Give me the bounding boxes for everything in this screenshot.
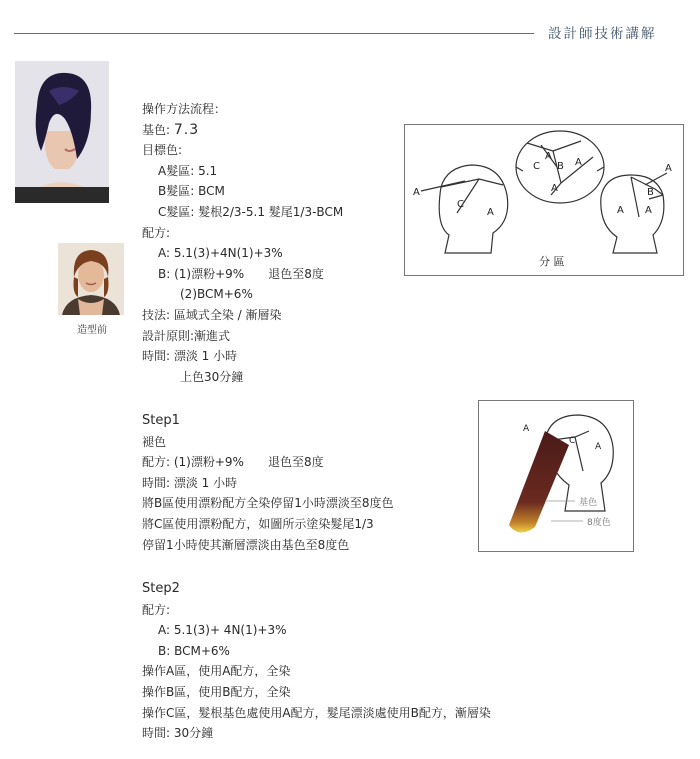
formula-label: 配方:: [142, 225, 171, 240]
target-label: 目標色:: [142, 143, 183, 158]
time-2: 上色30分鐘: [180, 369, 244, 384]
time: 時間: 漂淡 1 小時: [142, 349, 238, 364]
application-diagram: [478, 400, 634, 552]
step1-formula-row: [142, 452, 394, 473]
label-a-top: A: [545, 151, 552, 162]
label-a-left-2: A: [487, 207, 494, 218]
step2-line-2: 操作B區，使用B配方，全染: [142, 684, 291, 699]
label-a-top-2: A: [575, 157, 582, 168]
label-c-left: C: [457, 199, 464, 210]
step2-line-1: 操作A區，使用A配方，全染: [142, 664, 291, 679]
step1-formula: 配方: (1)漂粉+9%: [142, 455, 244, 470]
step1-formula-note: 退色至8度: [267, 455, 324, 470]
procedure-heading: 操作方法流程：: [142, 102, 227, 116]
label-a-right-3: A: [645, 205, 652, 216]
target-b: B髮區: BCM: [158, 184, 225, 199]
formula-b2: (2)BCM+6%: [180, 287, 253, 302]
step1-line-1: 將B區使用漂粉配方全染停留1小時漂淡至8度色: [142, 496, 394, 511]
step1-title: Step1: [142, 413, 180, 428]
step2-line-3: 操作C區，髮根基色處使用A配方，髮尾漂淡處使用B配方，漸層染: [142, 705, 491, 720]
target-a: A髮區: 5.1: [158, 163, 218, 178]
formula-b-row: [142, 264, 343, 285]
step1-line-2: 將C區使用漂粉配方，如圖所示塗染髮尾1/3: [142, 516, 374, 531]
header-line: [14, 33, 534, 34]
swatch-base-label: 基色: [579, 498, 598, 508]
step2-formula-label: 配方:: [142, 602, 171, 617]
base-value: 7.3: [173, 121, 200, 138]
label-b-right: B: [647, 187, 654, 198]
step1-subtitle: 褪色: [142, 434, 167, 449]
label-c: C: [569, 436, 576, 446]
base-color-row: [142, 120, 343, 141]
diagram1-caption: 分 區: [539, 255, 565, 268]
before-photo: [58, 243, 124, 315]
step1-section: [142, 411, 394, 555]
base-label: 基色:: [142, 122, 171, 137]
target-c: C髮區: 髮根2/3-5.1 髮尾1/3-BCM: [158, 204, 344, 219]
after-photo: [15, 61, 109, 203]
formula-b-note: 退色至8度: [268, 266, 324, 281]
step1-line-3: 停留1小時使其漸層漂淡由基色至8度色: [142, 537, 350, 552]
swatch-level-label: 8度色: [587, 518, 611, 528]
procedure-section: [142, 99, 343, 387]
step2-formula-b: B: BCM+6%: [158, 643, 230, 658]
label-a-right-2: A: [617, 205, 624, 216]
label-b-top: B: [557, 161, 564, 172]
label-a: A: [523, 424, 530, 434]
step2-formula-a: A: 5.1(3)+ 4N(1)+3%: [158, 623, 287, 638]
label-a-right: A: [665, 163, 672, 174]
step2-time: 時間: 30分鐘: [142, 726, 214, 741]
label-c-top: C: [533, 161, 540, 172]
header-title: 設計師技術講解: [548, 26, 657, 42]
before-photo-caption: 造型前: [77, 325, 107, 336]
step2-title: Step2: [142, 581, 180, 596]
formula-a: A: 5.1(3)+4N(1)+3%: [158, 246, 283, 261]
label-a-2: A: [595, 442, 602, 452]
label-a-top-3: A: [551, 183, 558, 194]
technique: 技法: 區域式全染 / 漸層染: [142, 307, 282, 322]
step1-time: 時間: 漂淡 1 小時: [142, 475, 238, 490]
label-a-left: A: [413, 187, 420, 198]
formula-b: B: (1)漂粉+9%: [158, 266, 245, 281]
principle: 設計原則:漸進式: [142, 328, 231, 343]
section-diagram: [404, 124, 684, 276]
step2-section: [142, 579, 491, 744]
